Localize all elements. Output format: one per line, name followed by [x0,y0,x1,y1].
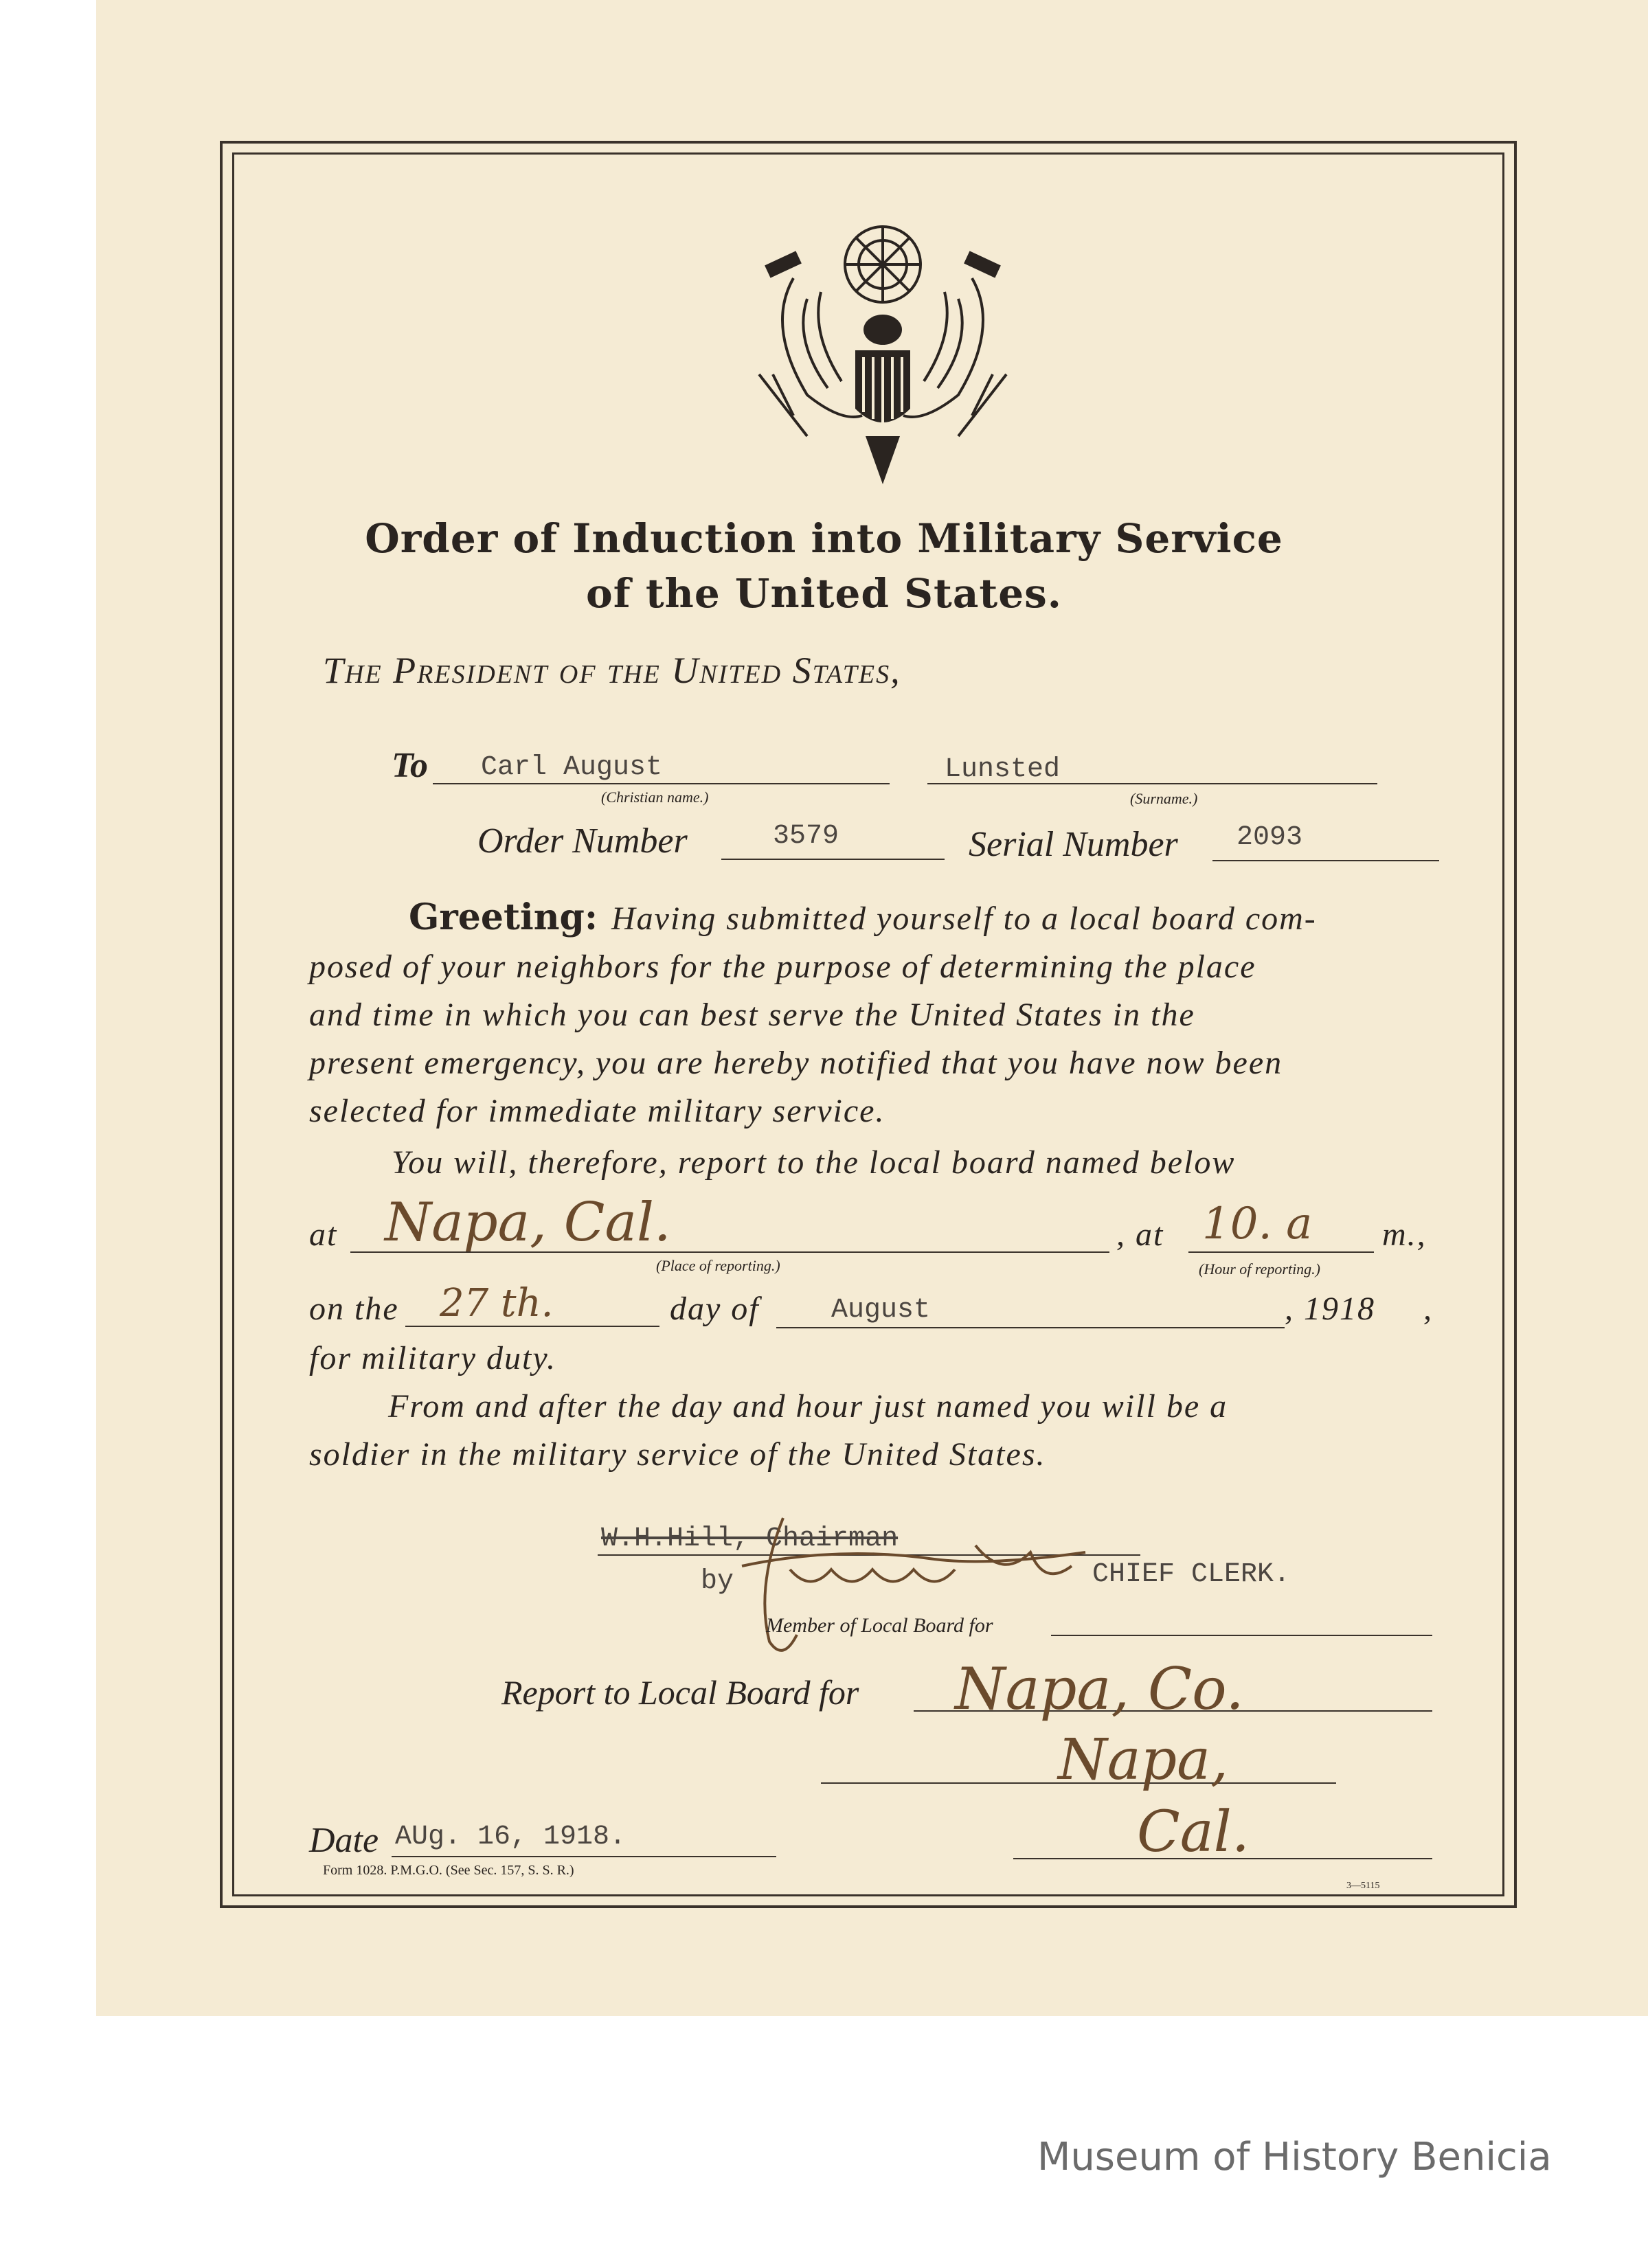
greeting-line-5: selected for immediate military service. [309,1093,885,1129]
report-to-label: Report to Local Board for [501,1673,859,1712]
soldier-line-1: From and after the day and hour just named you will be a [388,1388,1228,1425]
on-the-label: on the [309,1291,399,1327]
year-value: , 1918 [1285,1291,1375,1327]
by-typed: by [701,1566,734,1597]
to-label: To [392,746,428,785]
day-of-label: day of [670,1291,760,1327]
chief-clerk-typed: CHIEF CLERK. [1092,1559,1291,1590]
day-handwritten: 27 th. [440,1281,554,1326]
place-handwritten: Napa, Cal. [385,1192,671,1254]
at-hour-label: , at [1116,1216,1164,1253]
greeting-line-3: and time in which you can best serve the United States in the [309,997,1195,1033]
document-title-line-2: of the United States. [586,570,1062,617]
member-caption: Member of Local Board for [766,1614,993,1637]
at-label: at [309,1216,338,1253]
date-label: Date [309,1821,379,1860]
date-rule [392,1856,776,1857]
month-rule [776,1327,1285,1328]
greeting-line-2: posed of your neighbors for the purpose of determining the place [309,949,1256,985]
christian-name-value: Carl August [481,752,663,783]
christian-name-rule [433,783,890,784]
place-caption: (Place of reporting.) [656,1257,780,1274]
surname-caption: (Surname.) [1130,790,1198,807]
document-title-line-1: Order of Induction into Military Service [365,515,1283,562]
greeting-word: Greeting: [409,896,598,938]
order-number-rule [721,859,945,860]
report-handwritten-2: Napa, [1058,1727,1229,1793]
day-rule [405,1326,659,1327]
report-handwritten-3: Cal. [1137,1800,1250,1865]
year-comma: , [1423,1291,1433,1327]
hour-handwritten: 10. a [1202,1199,1313,1249]
m-label: m., [1382,1216,1427,1253]
month-value: August [831,1295,931,1326]
christian-name-caption: (Christian name.) [601,789,709,806]
museum-watermark: Museum of History Benicia [1037,2135,1552,2179]
hour-rule [1188,1251,1374,1253]
report-handwritten-1: Napa, Co. [955,1655,1244,1723]
serial-number-value: 2093 [1237,822,1303,853]
great-seal-eagle-icon [745,216,1020,488]
member-rule [1051,1635,1432,1636]
hour-caption: (Hour of reporting.) [1199,1260,1321,1278]
date-value: AUg. 16, 1918. [395,1822,627,1852]
soldier-line-2: soldier in the military service of the United States. [309,1436,1046,1473]
print-code: 3—5115 [1346,1881,1380,1891]
surname-value: Lunsted [945,754,1061,785]
clerk-signature [701,1504,1113,1662]
report-instruction-line: You will, therefore, report to the local board named below [392,1144,1236,1181]
for-military-duty: for military duty. [309,1340,556,1376]
greeting-line-4: present emergency, you are hereby notified that you have now been [309,1045,1283,1081]
serial-number-label: Serial Number [969,825,1178,864]
form-note: Form 1028. P.M.G.O. (See Sec. 157, S. S. R.) [323,1863,574,1878]
salutation: The President of the United States, [323,650,901,691]
chairman-typed: W.H.Hill, Chairman [601,1523,899,1554]
order-number-value: 3579 [773,821,839,852]
serial-number-rule [1212,860,1439,861]
order-number-label: Order Number [477,821,688,861]
greeting-line-1: Having submitted yourself to a local board com- [611,900,1317,937]
